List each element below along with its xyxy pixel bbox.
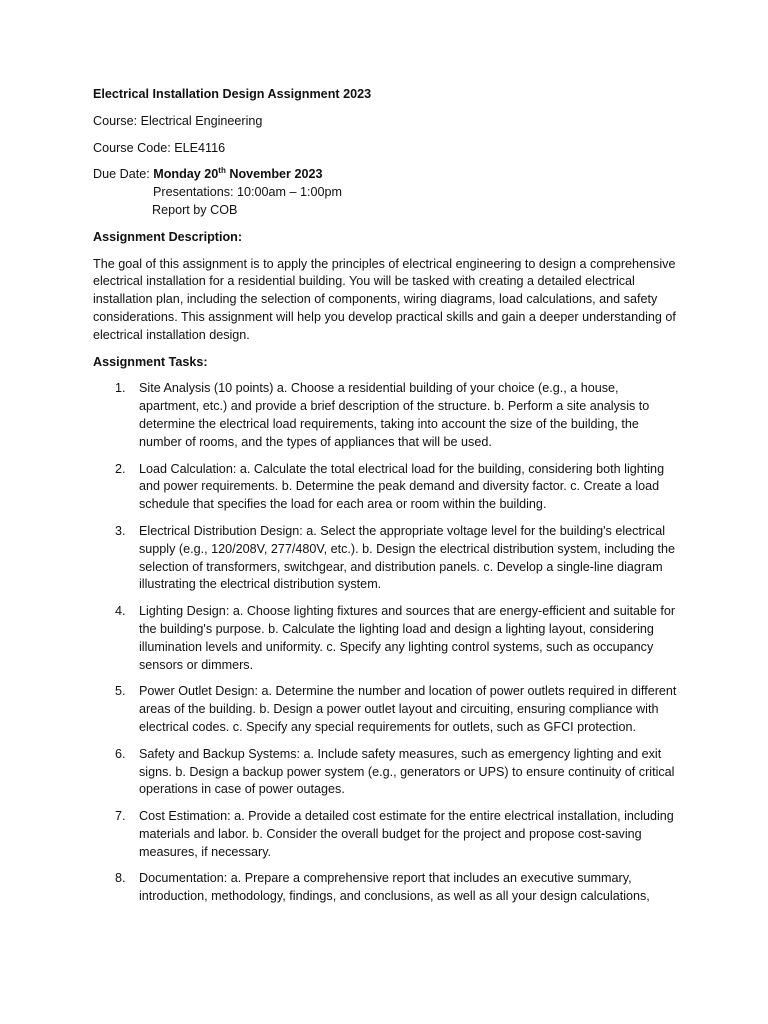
due-date-suffix: th [218,166,226,176]
due-date-label: Due Date: [93,167,154,182]
list-item [93,603,678,674]
task-text: Power Outlet Design: a. Determine the number and location of power outlets required in different areas of the building. b. Design a power outlet layout and circuiting, ensuring compliance with electrical codes. c. Specify any special requirements for outlets, such as GFCI protection. [139,684,677,734]
task-number: 5. [115,684,126,699]
list-item [93,746,678,799]
due-date-line [93,166,678,184]
due-date-value [153,167,322,181]
task-number: 2. [115,461,126,476]
task-text: Site Analysis (10 points) a. Choose a residential building of your choice (e.g., a house, apartment, etc.) and provide a brief description of the structure. b. Perform a site analysis to determine the electrical load requirements, taking into account the size of the building, the number of rooms, and the types of appliances that will be used. [139,381,650,449]
tasks-heading: Assignment Tasks: [93,354,208,369]
course-code-label: Course Code: [93,140,175,155]
course-line [93,113,678,131]
task-text: Load Calculation: a. Calculate the total electrical load for the building, considering both lighting and power requirements. b. Determine the peak demand and diversity factor. c. Create a load schedule that specifies the load for each area or room within the building. [139,461,665,512]
due-date-month-year: November 2023 [225,167,323,182]
due-date-day: Monday 20 [153,167,219,182]
task-text: Documentation: a. Prepare a comprehensive report that includes an executive summary, introduction, methodology, findings, and conclusions, as well as all your design calculations, [139,871,650,904]
course-label: Course: [93,113,141,128]
description-heading: Assignment Description: [93,229,243,244]
list-item [93,870,678,906]
task-number: 1. [115,381,126,396]
description-paragraph: The goal of this assignment is to apply the principles of electrical engineering to design a comprehensive electrical installation for a residential building. You will be tasked with creating a detailed electrical installation plan, including the selection of components, wiring diagrams, load calculations, and safety considerations. This assignment will help you develop practical skills and gain a deeper understanding of electrical installation design. [93,256,676,342]
task-number: 6. [115,746,126,761]
task-number: 8. [115,871,126,886]
course-value: Electrical Engineering [140,113,263,128]
document-page [93,86,678,915]
task-number: 4. [115,604,126,619]
task-text: Electrical Distribution Design: a. Select the appropriate voltage level for the building's electrical supply (e.g., 120/208V, 277/480V, etc.). b. Design the electrical distribution system, including the selection of transformers, switchgear, and distribution panels. c. Develop a single-line diagram illustrating the electrical distribution system. [139,523,676,592]
report-line: Report by COB [152,202,238,217]
list-item [93,380,678,451]
list-item [93,808,678,861]
course-code-line [93,140,678,158]
document-title: Electrical Installation Design Assignment 2023 [93,87,372,101]
course-code-value: ELE4116 [174,140,226,155]
list-item [93,523,678,594]
task-text: Cost Estimation: a. Provide a detailed cost estimate for the entire electrical installation, including materials and labor. b. Consider the overall budget for the project and propose cost-saving measures, if necessary. [139,809,674,859]
tasks-list [93,380,678,906]
task-text: Safety and Backup Systems: a. Include safety measures, such as emergency lighting and exit signs. b. Design a backup power system (e.g., generators or UPS) to ensure continuity of critical operations in case of power outages. [139,746,675,797]
task-number: 7. [115,809,126,824]
list-item [93,461,678,514]
task-text: Lighting Design: a. Choose lighting fixtures and sources that are energy-efficient and suitable for the building's purpose. b. Calculate the lighting load and design a lighting layout, considering illumination levels and uniformity. c. Specify any lighting control systems, such as occupancy sensors or dimmers. [139,604,676,672]
presentations-line: Presentations: 10:00am – 1:00pm [153,185,343,200]
task-number: 3. [115,523,126,538]
list-item [93,683,678,736]
